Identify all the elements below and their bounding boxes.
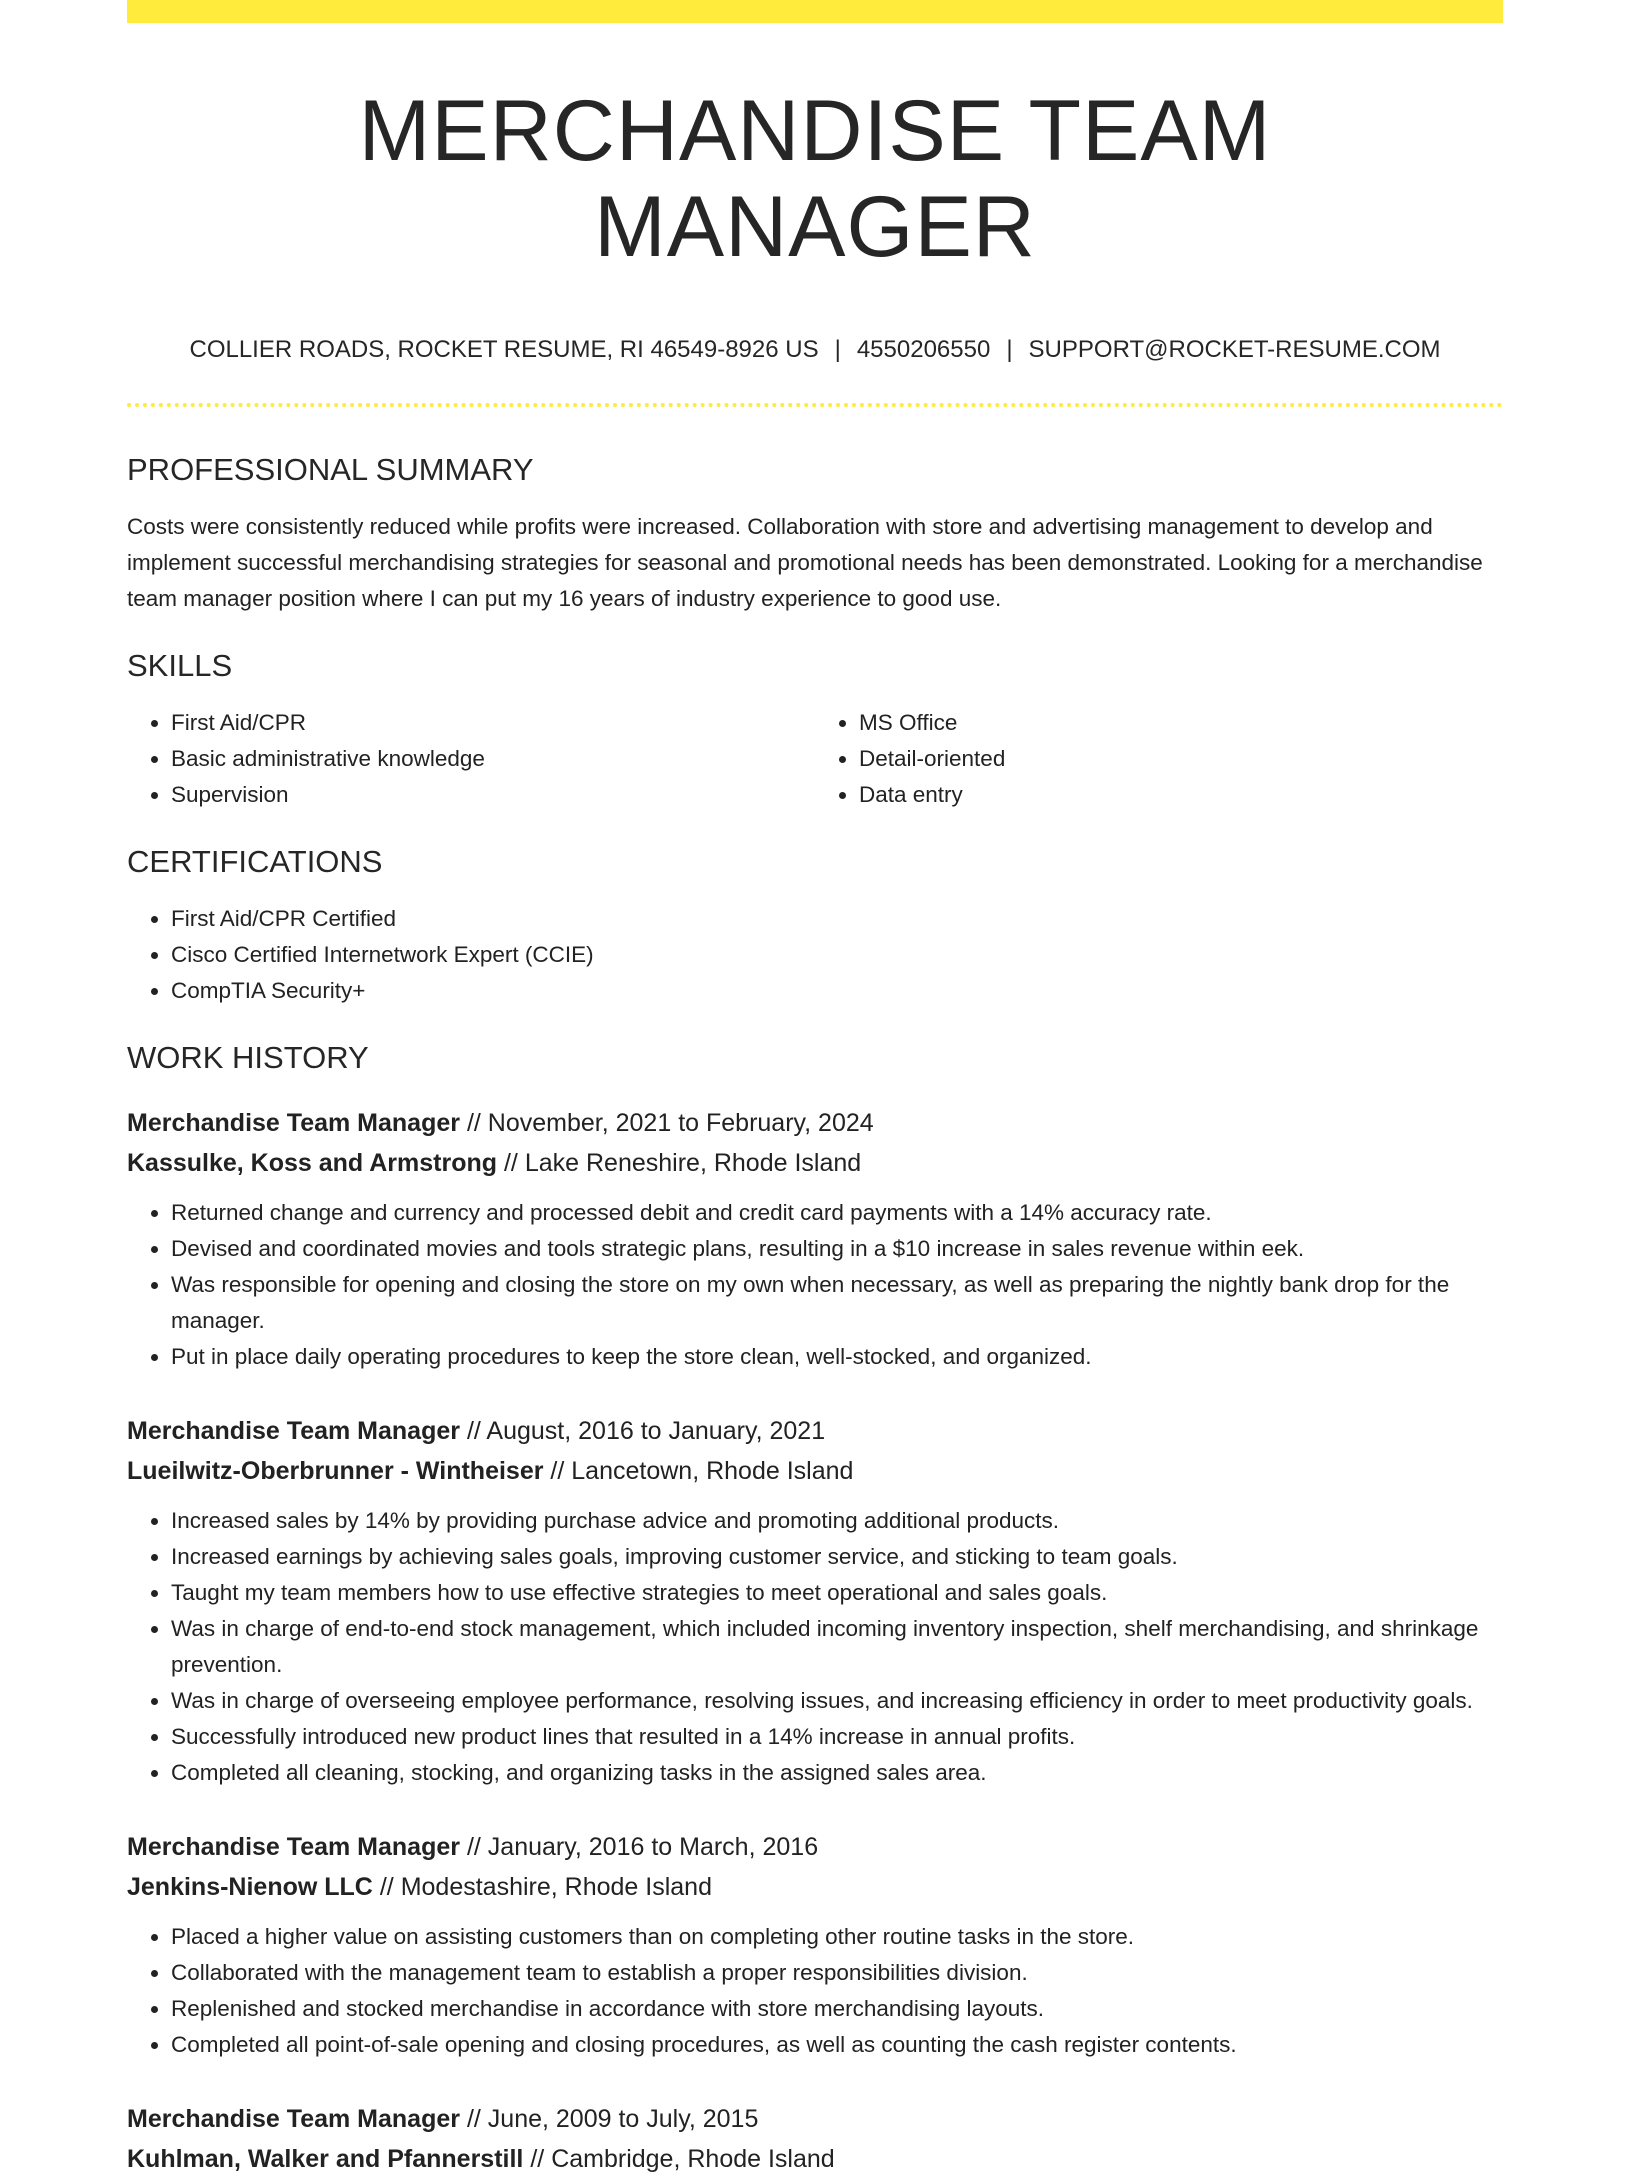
contact-separator: | [834, 336, 841, 363]
job-role: Merchandise Team Manager [127, 2105, 460, 2133]
certification-item: • CompTIA Security+ [171, 973, 1503, 1009]
skills-list-left [127, 705, 815, 813]
divider-mark: // [466, 1109, 481, 1137]
skill-item: • Data entry [859, 777, 1503, 813]
job-role-line [127, 1103, 1503, 1143]
contact-separator: | [1006, 336, 1013, 363]
job-bullet: • Successfully introduced new product lines that resulted in a 14% increase in annual profits. [171, 1719, 1503, 1755]
job-bullet: • Was in charge of end-to-end stock management, which included incoming inventory inspection, shelf merchandising, and shrinkage prevention. [171, 1611, 1503, 1683]
job-dates: August, 2016 to January, 2021 [486, 1417, 826, 1445]
contact-address: COLLIER ROADS, ROCKET RESUME, RI 46549-8926 US [189, 336, 819, 363]
job-role: Merchandise Team Manager [127, 1109, 460, 1137]
job-entry [127, 1411, 1503, 1791]
certification-item: • Cisco Certified Internetwork Expert (CCIE) [171, 937, 1503, 973]
divider-mark: // [550, 1457, 565, 1485]
certification-item: • First Aid/CPR Certified [171, 901, 1503, 937]
job-dates: June, 2009 to July, 2015 [487, 2105, 759, 2133]
job-role: Merchandise Team Manager [127, 1417, 460, 1445]
skill-item: • First Aid/CPR [171, 705, 815, 741]
job-bullet: • Completed all cleaning, stocking, and organizing tasks in the assigned sales area. [171, 1755, 1503, 1791]
job-role-line [127, 1827, 1503, 1867]
top-accent-bar [127, 0, 1503, 23]
job-dates: November, 2021 to February, 2024 [487, 1109, 874, 1137]
job-company: Kuhlman, Walker and Pfannerstill [127, 2145, 524, 2173]
job-company: Lueilwitz-Oberbrunner - Wintheiser [127, 1457, 544, 1485]
summary-heading: PROFESSIONAL SUMMARY [127, 452, 534, 487]
certifications-list [127, 901, 1503, 1009]
job-company: Jenkins-Nienow LLC [127, 1873, 373, 1901]
job-bullet: • Replenished and stocked merchandise in accordance with store merchandising layouts. [171, 1991, 1503, 2027]
contact-email[interactable]: SUPPORT@ROCKET-RESUME.COM [1028, 336, 1441, 363]
skill-item: • Basic administrative knowledge [171, 741, 815, 777]
job-bullet: • Increased sales by 14% by providing purchase advice and promoting additional products. [171, 1503, 1503, 1539]
job-dates: January, 2016 to March, 2016 [487, 1833, 819, 1861]
job-location: Cambridge, Rhode Island [551, 2145, 835, 2173]
job-bullet: • Devised and coordinated movies and tools strategic plans, resulting in a $10 increase in sales revenue within eek. [171, 1231, 1503, 1267]
job-role: Merchandise Team Manager [127, 1833, 460, 1861]
job-bullets [127, 1195, 1503, 1375]
divider-mark: // [530, 2145, 545, 2173]
contact-phone: 4550206550 [856, 336, 991, 363]
skill-item: • MS Office [859, 705, 1503, 741]
job-company-line [127, 2139, 1503, 2179]
job-company: Kassulke, Koss and Armstrong [127, 1149, 498, 1177]
divider-mark: // [466, 1417, 481, 1445]
job-location: Modestashire, Rhode Island [400, 1873, 712, 1901]
skills-list-right [815, 705, 1503, 813]
divider-mark: // [466, 2105, 481, 2133]
job-company-line [127, 1451, 1503, 1491]
resume-content [127, 23, 1503, 2179]
job-role-line [127, 2099, 1503, 2139]
dotted-divider [127, 403, 1503, 407]
job-bullet: • Was responsible for opening and closing the store on my own when necessary, as well as preparing the nightly bank drop for the manager. [171, 1267, 1503, 1339]
divider-mark: // [503, 1149, 518, 1177]
job-bullet: • Taught my team members how to use effective strategies to meet operational and sales goals. [171, 1575, 1503, 1611]
job-company-line [127, 1143, 1503, 1183]
job-entry [127, 2099, 1503, 2179]
job-bullet: • Put in place daily operating procedures to keep the store clean, well-stocked, and organized. [171, 1339, 1503, 1375]
job-location: Lancetown, Rhode Island [571, 1457, 854, 1485]
job-role-line [127, 1411, 1503, 1451]
job-entry [127, 1827, 1503, 2063]
work-history-heading: WORK HISTORY [127, 1040, 369, 1075]
job-bullet: • Returned change and currency and processed debit and credit card payments with a 14% accuracy rate. [171, 1195, 1503, 1231]
job-bullets [127, 1503, 1503, 1791]
skill-item: • Supervision [171, 777, 815, 813]
job-bullet: • Collaborated with the management team to establish a proper responsibilities division. [171, 1955, 1503, 1991]
job-entry [127, 1103, 1503, 1375]
job-bullet: • Was in charge of overseeing employee performance, resolving issues, and increasing efficiency in order to meet productivity goals. [171, 1683, 1503, 1719]
skills-grid [127, 705, 1503, 813]
job-bullets [127, 1919, 1503, 2063]
job-bullet: • Increased earnings by achieving sales goals, improving customer service, and sticking to team goals. [171, 1539, 1503, 1575]
job-location: Lake Reneshire, Rhode Island [524, 1149, 862, 1177]
skill-item: • Detail-oriented [859, 741, 1503, 777]
divider-mark: // [466, 1833, 481, 1861]
certifications-heading: CERTIFICATIONS [127, 844, 383, 879]
resume-name: MERCHANDISE TEAM MANAGER [358, 83, 1272, 275]
summary-text: Costs were consistently reduced while profits were increased. Collaboration with store and advertising management to develop and implement successful merchandising strategies for seasonal and promotional needs has been demonstrated. Looking for a merchandise team manager position where I can put my 16 years of industry experience to good use. [127, 514, 1483, 611]
contact-line [127, 335, 1503, 365]
skills-heading: SKILLS [127, 648, 233, 683]
job-bullet: • Placed a higher value on assisting customers than on completing other routine tasks in the store. [171, 1919, 1503, 1955]
job-bullet: • Completed all point-of-sale opening and closing procedures, as well as counting the cash register contents. [171, 2027, 1503, 2063]
divider-mark: // [379, 1873, 394, 1901]
job-company-line [127, 1867, 1503, 1907]
